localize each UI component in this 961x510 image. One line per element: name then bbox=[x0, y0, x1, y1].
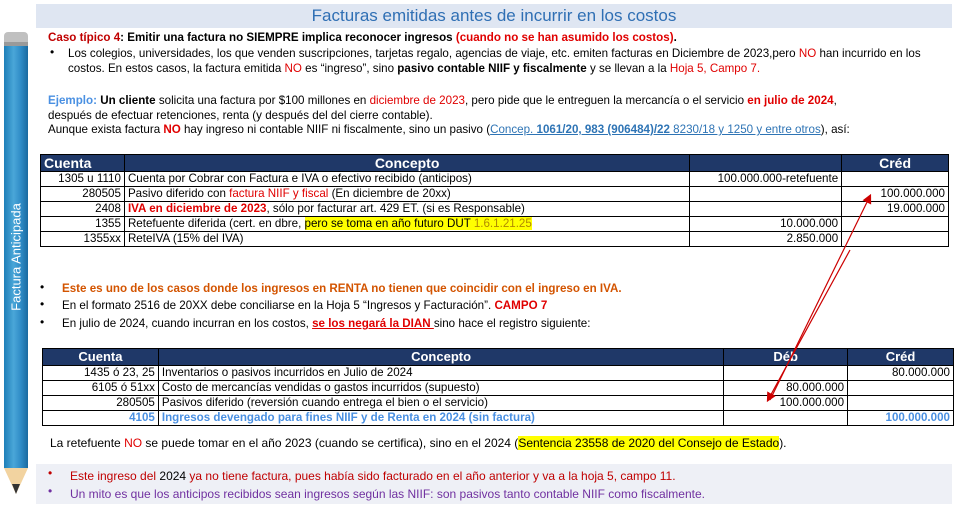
concepto-link-rest[interactable]: 8230/18 y 1250 y entre otros bbox=[669, 123, 821, 136]
cell-deb: 100.000.000 bbox=[724, 396, 848, 411]
th-cuenta: Cuenta bbox=[41, 155, 125, 172]
ejemplo-k: hay ingreso ni contable NIIF ni fiscalmente, sino un pasivo ( bbox=[180, 123, 491, 136]
caso-note: (cuando no se han asumido los costos) bbox=[455, 31, 674, 44]
cell-cuenta: 2408 bbox=[41, 202, 125, 217]
cell-deb: 10.000.000 bbox=[690, 217, 842, 232]
retefuente-e: ). bbox=[779, 436, 787, 450]
th-deb: Déb bbox=[724, 349, 848, 366]
bullet2-2-a: En el formato 2516 de 20XX debe conciliarse en la Hoja 5 “Ingresos y Facturación”. bbox=[62, 299, 495, 312]
caso-label: Caso típico 4 bbox=[48, 31, 121, 44]
ejemplo-julio: en julio de 2024 bbox=[747, 94, 834, 107]
concepto-red-bold: IVA en diciembre de 2023 bbox=[127, 202, 267, 215]
arrow-down bbox=[768, 250, 850, 400]
bottom-note-2: Un mito es que los anticipos recibidos sean ingresos según las NIIF: son pasivos tanto contable NIIF como fiscalmente. bbox=[70, 487, 705, 501]
ejemplo-c: solicita una factura por $100 millones en bbox=[155, 94, 370, 107]
bullet-dot: • bbox=[40, 280, 45, 294]
retefuente-c: se puede tomar en el año 2023 (cuando se certifica), sino en el 2024 ( bbox=[142, 436, 519, 450]
bullet2-3-c: sino hace el registro siguiente: bbox=[433, 317, 591, 330]
cell-cuenta: 6105 ó 51xx bbox=[43, 381, 159, 396]
caso-text: : Emitir una factura no SIEMPRE implica reconocer ingresos bbox=[120, 31, 456, 44]
concepto-link-bold[interactable]: 1061/20, 983 (906484)/22 bbox=[536, 123, 670, 136]
cell-concepto: Ingresos devengado para fines NIIF y de Renta en 2024 (sin factura) bbox=[158, 411, 723, 426]
bullet1-g: y se llevan a la bbox=[586, 61, 670, 75]
concepto-part: , sólo por facturar art. 429 ET. (si es Responsable) bbox=[266, 202, 525, 215]
concepto-link[interactable]: Concep. bbox=[490, 123, 537, 136]
ejemplo-dic: diciembre de 2023 bbox=[369, 94, 465, 107]
bullet-dot: • bbox=[50, 45, 55, 59]
bullet1-no1: NO bbox=[798, 47, 817, 60]
ejemplo-g: , bbox=[833, 94, 837, 107]
retefuente-line bbox=[50, 436, 950, 451]
concepto-part: Pasivo diferido con bbox=[127, 187, 230, 200]
cell-cred: 19.000.000 bbox=[842, 202, 949, 217]
bullet-dot: • bbox=[48, 466, 53, 480]
cell-cuenta: 1435 ó 23, 25 bbox=[43, 366, 159, 381]
cell-deb: 2.850.000 bbox=[690, 232, 842, 247]
sidebar-label: Factura Anticipada bbox=[8, 203, 24, 311]
concepto-part: Retefuente diferida (cert. en dbre, bbox=[127, 217, 305, 230]
ejemplo-e: , pero pide que le entreguen la mercancía o el servicio bbox=[464, 94, 748, 107]
bullet1-bold: pasivo contable NIIF y fiscalmente bbox=[397, 61, 587, 75]
ejemplo-i: Aunque exista factura bbox=[48, 123, 164, 136]
cell-cuenta: 1355xx bbox=[41, 232, 125, 247]
retefuente-a: La retefuente bbox=[50, 436, 125, 450]
ejemplo-cliente: Un cliente bbox=[96, 94, 156, 107]
note1-year: 2024 bbox=[159, 469, 187, 483]
bullet1-e: es “ingreso”, sino bbox=[301, 61, 398, 75]
concepto-part: (En diciembre de 20xx) bbox=[328, 187, 451, 200]
bullet-dot: • bbox=[40, 315, 45, 329]
th-cred: Créd bbox=[842, 155, 949, 172]
cell-cred: 80.000.000 bbox=[848, 366, 954, 381]
cell-concepto: Costo de mercancías vendidas o gastos incurridos (supuesto) bbox=[158, 381, 723, 396]
sentencia-highlight: Sentencia 23558 de 2020 del Consejo de Estado bbox=[518, 436, 780, 450]
concepto-highlight: pero se toma en año futuro DUT bbox=[304, 217, 474, 230]
retefuente-no: NO bbox=[124, 436, 143, 450]
bottom-note-1 bbox=[70, 469, 676, 484]
caso-end: . bbox=[673, 31, 677, 44]
campo7: CAMPO 7 bbox=[494, 299, 548, 312]
ejemplo-h: después de efectuar retenciones, renta (y después del del cierre contable). bbox=[48, 108, 433, 122]
ejemplo-o: ), así: bbox=[820, 123, 850, 136]
page-title: Facturas emitidas antes de incurrir en los costos bbox=[311, 6, 677, 25]
th-concepto: Concepto bbox=[124, 155, 689, 172]
cell-cuenta: 280505 bbox=[41, 187, 125, 202]
cell-concepto: Pasivos diferido (reversión cuando entrega el bien o el servicio) bbox=[158, 396, 723, 411]
dian-warning: se los negará la DIAN bbox=[312, 317, 434, 330]
th-cuenta: Cuenta bbox=[43, 349, 159, 366]
cell-cuenta: 1305 u 1110 bbox=[41, 172, 125, 187]
cell-cred: 100.000.000 bbox=[848, 411, 954, 426]
cell-concepto: Inventarios o pasivos incurridos en Julio de 2024 bbox=[158, 366, 723, 381]
cell-cuenta: 4105 bbox=[43, 411, 159, 426]
bullet2-3-a: En julio de 2024, cuando incurran en los costos, bbox=[62, 317, 313, 330]
th-cred: Créd bbox=[848, 349, 954, 366]
bullet1-c: han incurrido en los costos. En estos casos, la factura emitida bbox=[68, 47, 921, 75]
bullet1-hoja: Hoja 5, Campo 7. bbox=[669, 61, 761, 75]
cell-deb: 80.000.000 bbox=[724, 381, 848, 396]
cell-deb: 100.000.000-retefuente bbox=[690, 172, 842, 187]
bullet2-1: Este es uno de los casos donde los ingresos en RENTA no tienen que coincidir con el ingreso en IVA. bbox=[62, 282, 622, 295]
cell-cred: 100.000.000 bbox=[842, 187, 949, 202]
bullet-dot: • bbox=[40, 297, 45, 311]
note1-c: ya no tiene factura, pues había sido facturado en el año anterior y va a la hoja 5, campo 11. bbox=[186, 469, 676, 483]
bullet1-no2: NO bbox=[284, 61, 302, 75]
cell-cuenta: 280505 bbox=[43, 396, 159, 411]
concepto-red: factura NIIF y fiscal bbox=[229, 187, 329, 200]
bullet1-a: Los colegios, universidades, los que venden suscripciones, tarjetas regalo, agencias de viaje, etc. emiten facturas en Diciembre de 2023,pero bbox=[68, 47, 799, 60]
cell-concepto: Cuenta por Cobrar con Factura e IVA o efectivo recibido (anticipos) bbox=[124, 172, 689, 187]
ejemplo-no: NO bbox=[163, 123, 181, 136]
note1-a: Este ingreso del bbox=[70, 469, 160, 483]
th-concepto: Concepto bbox=[158, 349, 723, 366]
cell-concepto: ReteIVA (15% del IVA) bbox=[124, 232, 689, 247]
bullet-dot: • bbox=[48, 484, 53, 498]
cell-cuenta: 1355 bbox=[41, 217, 125, 232]
dut-reference: 1.6.1.21.25 bbox=[473, 217, 532, 230]
ejemplo-label: Ejemplo: bbox=[48, 94, 97, 107]
